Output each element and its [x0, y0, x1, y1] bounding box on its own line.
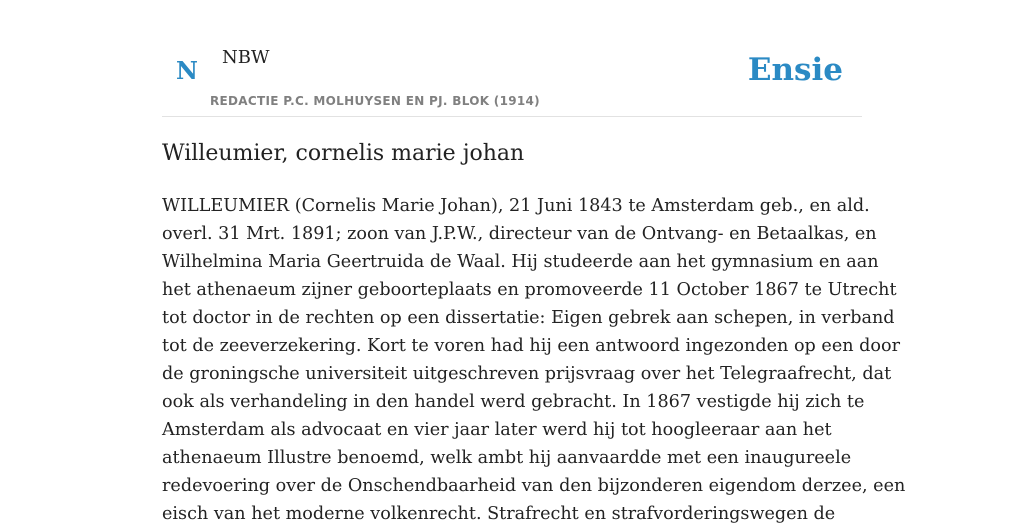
source-header	[162, 0, 862, 117]
source-name-link[interactable]: NBW	[222, 47, 270, 68]
article-body-line: het athenaeum zijner geboorteplaats en promoveerde 11 October 1867 te Utrecht	[162, 280, 897, 300]
article-body-line: eisch van het moderne volkenrecht. Strafrecht en strafvorderingswegen de	[162, 504, 836, 524]
article-body-line: Wilhelmina Maria Geertruida de Waal. Hij studeerde aan het gymnasium en aan	[162, 252, 879, 272]
article-body-line: de groningsche universiteit uitgeschreven prijsvraag over het Telegraafrecht, dat	[162, 364, 892, 384]
source-logo[interactable]: N	[176, 56, 198, 85]
article-body-line: tot doctor in de rechten op een dissertatie: Eigen gebrek aan schepen, in verband	[162, 308, 895, 328]
source-editors: REDACTIE P.C. MOLHUYSEN EN PJ. BLOK (1914)	[210, 94, 540, 108]
article-body	[162, 192, 906, 528]
article-body-line: Amsterdam als advocaat en vier jaar later werd hij tot hoogleeraar aan het	[162, 420, 832, 440]
article-body-line: athenaeum Illustre benoemd, welk ambt hij aanvaardde met een inaugureele	[162, 448, 852, 468]
article-body-line: WILLEUMIER (Cornelis Marie Johan), 21 Juni 1843 te Amsterdam geb., en ald.	[162, 196, 870, 216]
article-body-line: tot de zeeverzekering. Kort te voren had hij een antwoord ingezonden op een door	[162, 336, 901, 356]
article-body-line: overl. 31 Mrt. 1891; zoon van J.P.W., directeur van de Ontvang- en Betaalkas, en	[162, 224, 877, 244]
article-body-line: redevoering over de Onschendbaarheid van den bijzonderen eigendom derzee, een	[162, 476, 906, 496]
article-body-line: ook als verhandeling in den handel werd gebracht. In 1867 vestigde hij zich te	[162, 392, 865, 412]
article-title: Willeumier, cornelis marie johan	[162, 141, 525, 166]
ensie-logo-link[interactable]: Ensie	[747, 52, 843, 88]
